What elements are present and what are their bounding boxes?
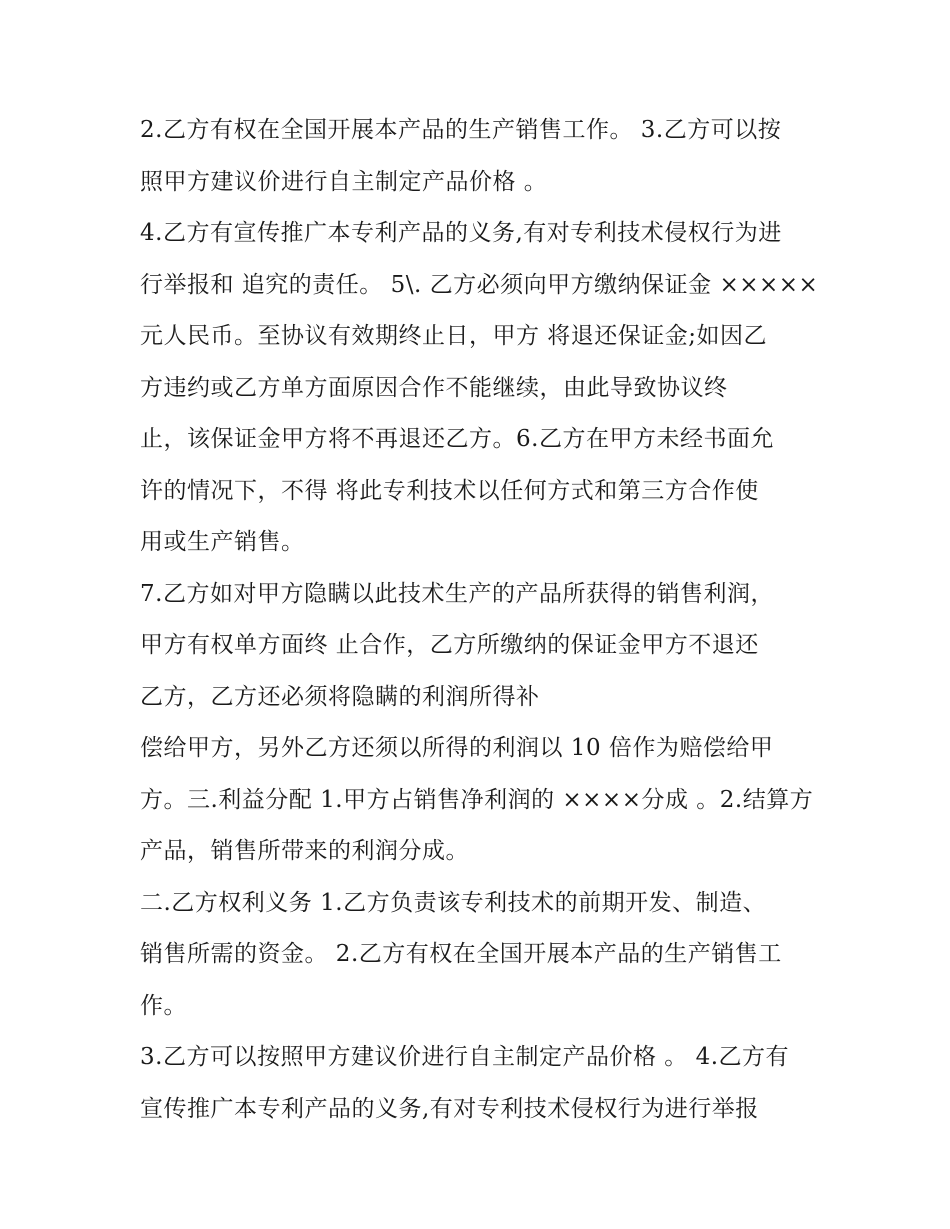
body-text [140,105,840,1135]
text-line: 7.乙方如对甲方隐瞒以此技术生产的产品所获得的销售利润， [140,580,774,607]
text-line: 元人民币。至协议有效期终止日，甲方 将退还保证金;如因乙 [140,323,768,349]
text-line: 二.乙方权利义务 1.乙方负责该专利技术的前期开发、制造、 [140,889,767,916]
text-line: 宣传推广本专利产品的义务,有对专利技术侵权行为进行举报 [140,1095,759,1122]
text-line: 止，该保证金甲方将不再退还乙方。6.乙方在甲方未经书面允 [140,426,774,452]
text-line: 销售所需的资金。 2.乙方有权在全国开展本产品的生产销售工 [140,941,782,967]
text-line: 4.乙方有宣传推广本专利产品的义务,有对专利技术侵权行为进 [140,220,782,246]
text-line: 许的情况下，不得 将此专利技术以任何方式和第三方合作使 [140,477,759,504]
text-line: 方违约或乙方单方面原因合作不能继续，由此导致协议终 [140,374,728,401]
text-line: 乙方，乙方还必须将隐瞒的利润所得补 [140,683,540,710]
text-line: 2.乙方有权在全国开展本产品的生产销售工作。 3.乙方可以按 [140,117,782,143]
text-line: 作。 [140,992,187,1019]
text-line: 产品，销售所带来的利润分成。 [140,838,469,864]
text-line: 甲方有权单方面终 止合作，乙方所缴纳的保证金甲方不退还 [140,632,759,658]
text-line: 用或生产销售。 [140,529,305,555]
text-line: 偿给甲方，另外乙方还须以所得的利润以 10 倍作为赔偿给甲 [140,735,774,761]
text-line: 3.乙方可以按照甲方建议价进行自主制定产品价格 。 4.乙方有 [140,1044,790,1070]
text-line: 照甲方建议价进行自主制定产品价格 。 [140,168,548,195]
text-line: 方。三.利益分配 1.甲方占销售净利润的 ××××分成 。2.结算方 [140,786,814,813]
text-line: 行举报和 追究的责任。 5\. 乙方必须向甲方缴纳保证金 ××××× [140,271,819,298]
